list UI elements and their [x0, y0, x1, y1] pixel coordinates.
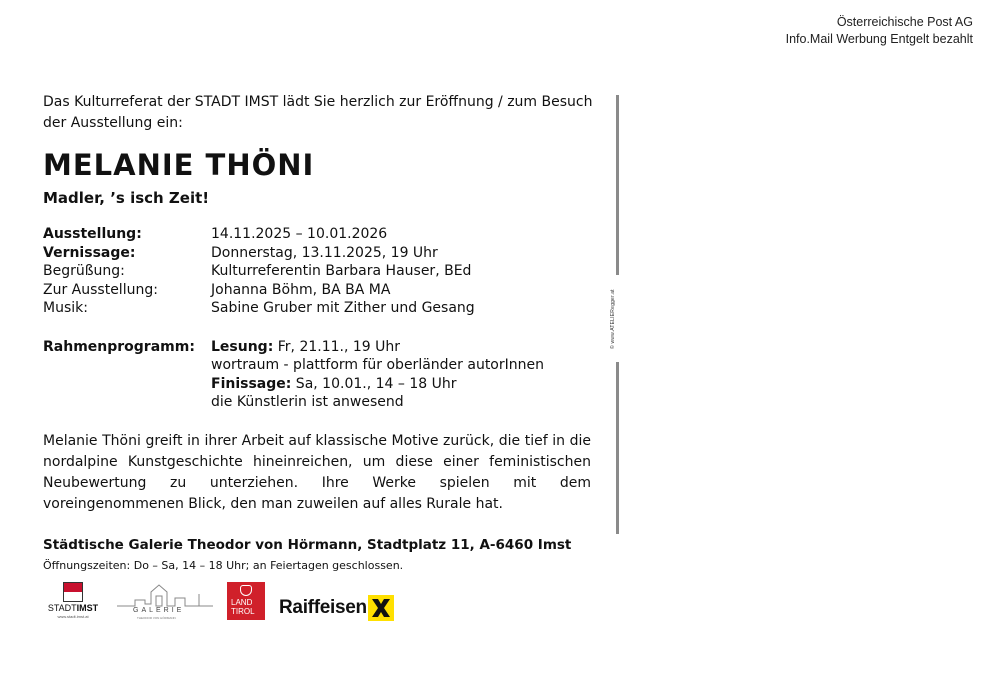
detail-value: Kulturreferentin Barbara Hauser, BEd [211, 263, 472, 279]
rahmenprogramm [43, 338, 603, 412]
raiffeisen-wordmark: Raiffeisen [279, 597, 367, 618]
lesung-date: Fr, 21.11., 19 Uhr [273, 338, 401, 355]
detail-row-ausstellung [43, 225, 603, 244]
galerie-sub: THEODOR VON HÖRMANN [137, 616, 176, 620]
designer-credit: © www.ATELIERegger.at [610, 289, 616, 349]
detail-row-zur-ausstellung [43, 281, 603, 300]
imst-url: www.stadt.imst.at [57, 614, 89, 619]
galerie-house-icon [115, 582, 215, 608]
imst-word-bold: IMST [76, 603, 99, 613]
postage-line-1: Österreichische Post AG [836, 15, 973, 29]
postage-line-2: Info.Mail Werbung Entgelt bezahlt [785, 32, 973, 46]
detail-value: 14.11.2025 – 10.01.2026 [211, 226, 388, 242]
finissage-date: Sa, 10.01., 14 – 18 Uhr [291, 375, 457, 392]
detail-value: Sabine Gruber mit Zither und Gesang [211, 300, 475, 316]
vertical-divider-bottom [616, 362, 619, 534]
detail-value: Donnerstag, 13.11.2025, 19 Uhr [211, 244, 438, 261]
detail-key: Zur Ausstellung: [43, 281, 158, 298]
artist-name: MELANIE THÖNI [43, 148, 315, 182]
raiffeisen-gable-cross-icon [368, 595, 394, 621]
raiffeisen-logo [279, 594, 394, 624]
opening-hours: Öffnungszeiten: Do – Sa, 14 – 18 Uhr; an Feiertagen geschlossen. [43, 558, 404, 572]
sponsor-logos [43, 582, 423, 626]
finissage-detail: die Künstlerin ist anwesend [211, 394, 404, 410]
imst-word-light: STADT [47, 603, 77, 613]
stadt-imst-logo [45, 582, 101, 626]
tirol-line-2: TIROL [231, 607, 255, 616]
detail-value: Johanna Böhm, BA BA MA [211, 281, 391, 298]
rahmenprogramm-items [211, 338, 544, 412]
lesung-detail: wortraum - plattform für oberländer autorInnen [211, 357, 544, 373]
finissage-line [211, 375, 544, 394]
rahmenprogramm-label: Rahmenprogramm: [43, 338, 195, 355]
invitation-intro: Das Kulturreferat der STADT IMST lädt Sie herzlich zur Eröffnung / zum Besuch der Ausstellung ein: [43, 94, 593, 131]
venue-address: Städtische Galerie Theodor von Hörmann, Stadtplatz 11, A-6460 Imst [43, 536, 572, 553]
lesung-line [211, 338, 544, 357]
imst-wordmark [45, 603, 101, 614]
detail-key: Begrüßung: [43, 263, 125, 279]
tirol-line-1: LAND [231, 598, 253, 607]
detail-key: Musik: [43, 300, 88, 316]
vertical-divider-top [616, 95, 619, 275]
imst-crest-icon [63, 582, 83, 602]
finissage-label: Finissage: [211, 375, 292, 392]
galerie-logo [115, 582, 215, 622]
exhibition-title: Madler, ’s isch Zeit! [43, 189, 210, 207]
land-tirol-logo [227, 582, 265, 620]
galerie-name: GALERIE [133, 607, 185, 614]
tirol-eagle-icon [240, 585, 252, 596]
invitation-body [43, 92, 603, 573]
detail-row-musik [43, 299, 603, 318]
exhibition-details [43, 225, 603, 318]
detail-key: Ausstellung: [43, 226, 142, 242]
artist-description: Melanie Thöni greift in ihrer Arbeit auf klassische Motive zurück, die tief in die nordalpine Kunstgeschichte hineinreichen, um diese einer feministischen Neubewertung zu unterziehen. Ihre Werke spielen mit dem voreingenommenen Blick, den man zuweilen auf alles Rurale hat. [43, 432, 591, 512]
postage-imprint [786, 14, 973, 48]
detail-row-begruessung [43, 262, 603, 281]
detail-key: Vernissage: [43, 244, 136, 261]
detail-row-vernissage [43, 244, 603, 263]
lesung-label: Lesung: [211, 338, 274, 355]
